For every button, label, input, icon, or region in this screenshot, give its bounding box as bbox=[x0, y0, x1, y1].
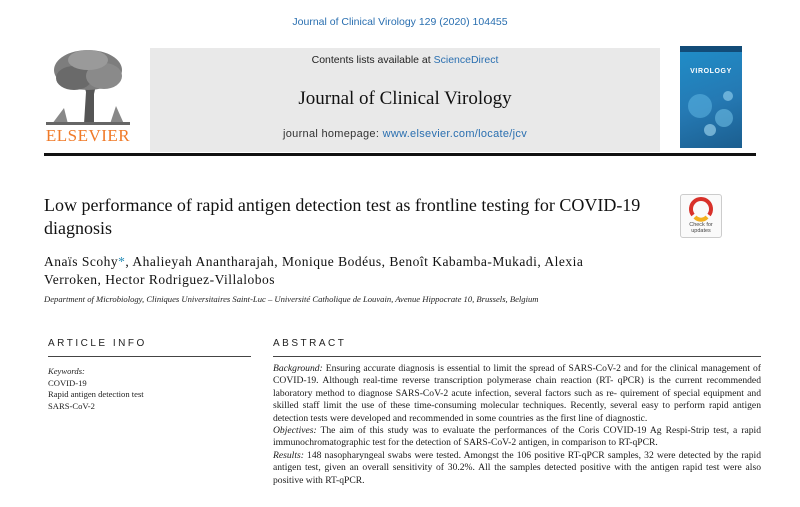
abstract-objectives bbox=[273, 425, 761, 450]
objectives-text: The aim of this study was to evaluate the performances of the Coris COVID-19 Ag Respi-Strip test, a rapid immunochromatographic test for the detection of SARS-CoV-2 antigen, in comparison to RT-qPCR. bbox=[273, 425, 761, 449]
check-updates-icon bbox=[681, 195, 721, 223]
background-text: Ensuring accurate diagnosis is essential to limit the spread of SARS-CoV-2 and for the clinical management of COVID-19. Although real-time reverse transcription polymerase chain reaction (RT- qPCR) is the current recommended laboratory method to diagnose SARS-CoV-2 acute infection, several factors such as re- quirement of special equipment and skilled staff limit the use of these time-consuming molecular techniques. Recently, several easy to perform rapid antigen detection tests were developed and recommended in some countries as the first line of diagnostic. bbox=[273, 363, 761, 424]
check-updates-label: Check for updates bbox=[689, 222, 713, 234]
check-for-updates-badge[interactable] bbox=[680, 194, 722, 238]
abstract-background bbox=[273, 363, 761, 425]
abstract-rule bbox=[273, 356, 761, 357]
journal-cover[interactable] bbox=[680, 46, 742, 148]
journal-title: Journal of Clinical Virology bbox=[298, 88, 512, 109]
results-label: Results: bbox=[273, 449, 304, 461]
keyword-item: COVID-19 bbox=[48, 377, 87, 388]
background-label: Background: bbox=[273, 363, 323, 374]
corresponding-author-marker[interactable]: * bbox=[118, 254, 126, 269]
cover-title: VIROLOGY bbox=[690, 68, 732, 75]
homepage-link[interactable]: www.elsevier.com/locate/jcv bbox=[382, 128, 528, 140]
article-info-heading: ARTICLE INFO bbox=[48, 338, 147, 349]
journal-banner bbox=[150, 48, 660, 152]
homepage-prefix: journal homepage: bbox=[282, 128, 380, 140]
author-first: Anaïs Scohy bbox=[44, 254, 119, 269]
affiliation: Department of Microbiology, Cliniques Universitaires Saint-Luc – Université Catholique de Louvain, Avenue Hippocrate 10, Brussels, Belgium bbox=[44, 294, 539, 304]
article-title: Low performance of rapid antigen detection test as frontline testing for COVID-19 diagnosis bbox=[44, 195, 641, 238]
elsevier-wordmark: ELSEVIER bbox=[45, 126, 131, 145]
abstract-results bbox=[273, 450, 761, 487]
header-divider bbox=[44, 153, 756, 156]
sciencedirect-link[interactable]: ScienceDirect bbox=[433, 54, 499, 66]
article-info-rule bbox=[48, 356, 251, 357]
elsevier-logo bbox=[44, 48, 132, 146]
objectives-label: Objectives: bbox=[273, 425, 317, 437]
abstract-body bbox=[273, 363, 761, 487]
abstract-heading: ABSTRACT bbox=[273, 338, 347, 349]
cover-art-icon bbox=[680, 46, 742, 148]
contents-prefix: Contents lists available at bbox=[311, 54, 431, 66]
journal-citation bbox=[0, 16, 800, 28]
keyword-item: SARS-CoV-2 bbox=[48, 400, 95, 411]
contents-line bbox=[150, 54, 660, 66]
author-list bbox=[44, 253, 604, 289]
journal-homepage bbox=[150, 128, 660, 140]
citation-link[interactable]: Journal of Clinical Virology 129 (2020) 104455 bbox=[292, 16, 508, 28]
keyword-item: Rapid antigen detection test bbox=[48, 389, 144, 400]
author-rest: , Ahalieyah Anantharajah, Monique Bodéus, Benoît Kabamba-Mukadi, Alexia Verroken, Hector Rodriguez-Villalobos bbox=[44, 254, 584, 287]
keywords-block bbox=[48, 366, 248, 412]
keywords-label: Keywords: bbox=[48, 366, 85, 376]
results-text: 148 nasopharyngeal swabs were tested. Amongst the 106 positive RT-qPCR samples, 32 were detected by the rapid antigen test, given an overall sensitivity of 30.2%. All the samples detected positive with the antigen rapid test were also positive with RT-qPCR. bbox=[273, 449, 761, 486]
elsevier-tree-icon bbox=[44, 48, 132, 126]
